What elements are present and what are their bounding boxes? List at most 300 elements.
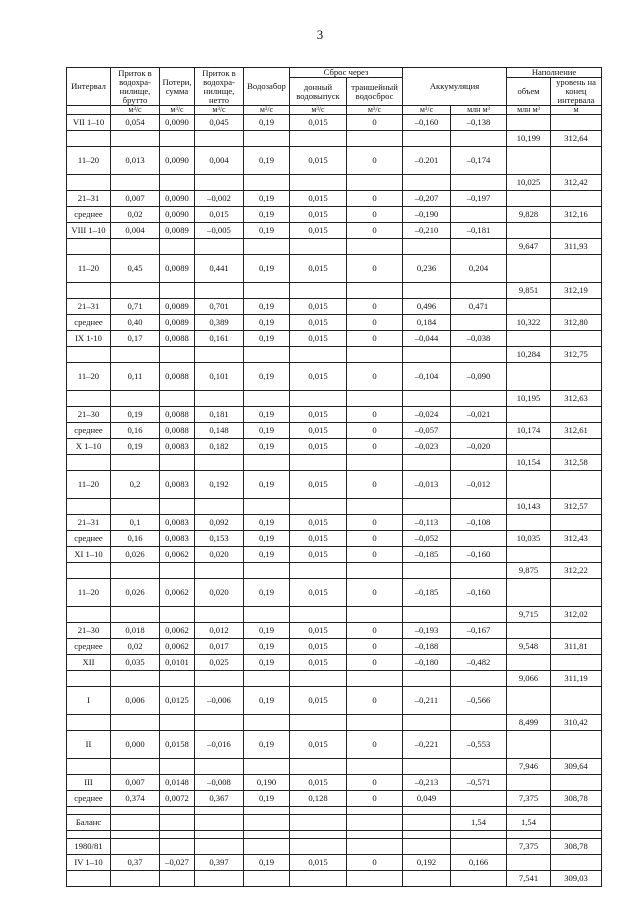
cell-accumulation-volume [451,531,507,547]
cell-trench-spillway: 0 [347,471,403,499]
cell-volume [507,547,551,563]
cell-accumulation-flow: –0,190 [403,207,451,223]
cell-inflow-net [195,759,244,775]
cell-level-end [551,623,602,639]
cell-accumulation-flow: 0,496 [403,299,451,315]
cell-interval [67,759,111,775]
table-row [67,131,602,147]
cell-losses: 0,0088 [160,407,195,423]
cell-accumulation-volume [451,423,507,439]
cell-losses [160,563,195,579]
cell-losses [160,715,195,731]
cell-accumulation-volume: 0,166 [451,855,507,871]
cell-intake: 0,19 [244,531,290,547]
cell-inflow-net: 0,397 [195,855,244,871]
cell-interval [67,871,111,887]
cell-losses [160,175,195,191]
cell-volume: 7,375 [507,839,551,855]
cell-accumulation-volume: 1,54 [451,815,507,831]
cell-intake: 0,19 [244,299,290,315]
cell-bottom-outlet: 0,015 [290,579,347,607]
cell-inflow-gross: 0,013 [111,147,160,175]
cell-level-end [551,191,602,207]
cell-volume: 10,035 [507,531,551,547]
cell-bottom-outlet [290,831,347,839]
cell-losses: 0,0090 [160,207,195,223]
cell-inflow-net: 0,101 [195,363,244,391]
cell-accumulation-volume: –0,553 [451,731,507,759]
table-row [67,731,602,759]
table-row [67,687,602,715]
header-trench-spillway: траншейный водосброс [347,78,403,106]
cell-level-end: 312,42 [551,175,602,191]
cell-volume [507,223,551,239]
cell-bottom-outlet: 0,128 [290,791,347,807]
cell-accumulation-flow [403,607,451,623]
cell-interval: 21–31 [67,515,111,531]
table-row [67,547,602,563]
cell-accumulation-flow: –0,207 [403,191,451,207]
cell-bottom-outlet: 0,015 [290,471,347,499]
cell-level-end: 309,64 [551,759,602,775]
cell-inflow-gross: 0,004 [111,223,160,239]
cell-losses: 0,0072 [160,791,195,807]
cell-inflow-net [195,607,244,623]
cell-accumulation-flow [403,807,451,815]
cell-inflow-gross [111,391,160,407]
cell-level-end: 312,16 [551,207,602,223]
cell-level-end: 312,75 [551,347,602,363]
cell-interval: IX 1-10 [67,331,111,347]
cell-intake [244,807,290,815]
cell-accumulation-volume [451,239,507,255]
cell-inflow-gross [111,239,160,255]
cell-interval [67,175,111,191]
table-row [67,255,602,283]
cell-losses [160,607,195,623]
table-row [67,471,602,499]
cell-level-end: 312,57 [551,499,602,515]
cell-losses [160,455,195,471]
cell-bottom-outlet: 0,015 [290,147,347,175]
cell-inflow-gross [111,283,160,299]
table-row [67,391,602,407]
cell-bottom-outlet: 0,015 [290,207,347,223]
cell-interval [67,131,111,147]
cell-inflow-net [195,131,244,147]
cell-level-end [551,855,602,871]
cell-inflow-gross [111,131,160,147]
cell-accumulation-volume [451,207,507,223]
cell-intake: 0,19 [244,515,290,531]
cell-trench-spillway: 0 [347,315,403,331]
cell-interval [67,715,111,731]
cell-intake: 0,19 [244,223,290,239]
cell-trench-spillway: 0 [347,791,403,807]
cell-inflow-net: 0,004 [195,147,244,175]
cell-inflow-gross: 0,035 [111,655,160,671]
cell-inflow-net [195,815,244,831]
cell-accumulation-flow: –0,044 [403,331,451,347]
cell-trench-spillway: 0 [347,639,403,655]
cell-losses: 0,0088 [160,363,195,391]
water-balance-table [66,67,602,887]
unit-volume: млн м³ [507,106,551,115]
table-row [67,499,602,515]
cell-inflow-net: 0,092 [195,515,244,531]
cell-trench-spillway: 0 [347,687,403,715]
cell-losses [160,871,195,887]
cell-accumulation-flow [403,347,451,363]
cell-trench-spillway: 0 [347,407,403,423]
cell-intake [244,131,290,147]
table-row [67,455,602,471]
cell-interval [67,455,111,471]
cell-volume [507,807,551,815]
cell-bottom-outlet [290,175,347,191]
cell-inflow-gross: 0,17 [111,331,160,347]
cell-level-end [551,147,602,175]
cell-interval: 11–20 [67,471,111,499]
cell-accumulation-flow [403,455,451,471]
cell-interval: 21–30 [67,407,111,423]
cell-accumulation-volume: –0,108 [451,515,507,531]
cell-inflow-net [195,455,244,471]
cell-intake: 0,19 [244,147,290,175]
cell-accumulation-flow [403,815,451,831]
cell-accumulation-flow: –0,023 [403,439,451,455]
table-row [67,407,602,423]
cell-level-end: 309,03 [551,871,602,887]
table-row [67,531,602,547]
cell-interval: III [67,775,111,791]
cell-trench-spillway: 0 [347,331,403,347]
cell-accumulation-volume: –0,167 [451,623,507,639]
cell-interval [67,347,111,363]
cell-inflow-net: 0,017 [195,639,244,655]
cell-trench-spillway: 0 [347,115,403,131]
cell-interval: VII 1–10 [67,115,111,131]
cell-accumulation-volume [451,871,507,887]
table-row [67,175,602,191]
table-body [67,115,602,887]
table-row [67,347,602,363]
unit-inflow-net: м³/с [195,106,244,115]
cell-inflow-net: 0,192 [195,471,244,499]
cell-level-end [551,331,602,347]
cell-trench-spillway: 0 [347,207,403,223]
cell-inflow-gross [111,839,160,855]
cell-accumulation-volume: –0,566 [451,687,507,715]
cell-interval: X 1–10 [67,439,111,455]
cell-level-end [551,471,602,499]
cell-inflow-net: 0,025 [195,655,244,671]
table-row [67,607,602,623]
cell-inflow-net: 0,441 [195,255,244,283]
cell-inflow-net [195,831,244,839]
cell-intake: 0,19 [244,331,290,347]
cell-bottom-outlet: 0,015 [290,655,347,671]
table-row [67,759,602,775]
cell-intake [244,715,290,731]
cell-losses: 0,0089 [160,255,195,283]
cell-losses: 0,0062 [160,623,195,639]
page-number: 3 [316,27,324,42]
table-row [67,831,602,839]
table-row [67,639,602,655]
cell-interval: 21–30 [67,623,111,639]
table-row [67,655,602,671]
cell-interval: VIII 1–10 [67,223,111,239]
cell-inflow-net [195,871,244,887]
cell-accumulation-volume [451,283,507,299]
cell-intake: 0,19 [244,639,290,655]
cell-interval: 11–20 [67,579,111,607]
cell-volume [507,255,551,283]
cell-trench-spillway: 0 [347,423,403,439]
cell-losses: 0,0089 [160,315,195,331]
cell-inflow-gross: 0,000 [111,731,160,759]
cell-bottom-outlet: 0,015 [290,855,347,871]
cell-accumulation-flow: –0,160 [403,115,451,131]
cell-accumulation-flow: –0,180 [403,655,451,671]
cell-inflow-gross: 0,71 [111,299,160,315]
cell-interval: 1980/81 [67,839,111,855]
cell-inflow-net [195,671,244,687]
table-row [67,363,602,391]
cell-losses [160,671,195,687]
cell-losses [160,815,195,831]
cell-accumulation-volume: –0,012 [451,471,507,499]
cell-accumulation-flow [403,391,451,407]
cell-interval [67,671,111,687]
cell-inflow-gross [111,831,160,839]
cell-bottom-outlet: 0,015 [290,223,347,239]
header-discharge-group: Сброс через [290,68,403,78]
cell-trench-spillway: 0 [347,547,403,563]
cell-inflow-net: 0,012 [195,623,244,639]
unit-accumulation-volume: млн м³ [451,106,507,115]
cell-accumulation-flow: –0,104 [403,363,451,391]
cell-interval [67,283,111,299]
table-row [67,579,602,607]
cell-inflow-net [195,347,244,363]
cell-interval: 21–31 [67,299,111,315]
cell-inflow-gross: 0,19 [111,439,160,455]
unit-losses: м³/с [160,106,195,115]
cell-inflow-net [195,807,244,815]
table-row [67,223,602,239]
cell-inflow-gross: 0,006 [111,687,160,715]
cell-volume [507,655,551,671]
cell-volume: 9,715 [507,607,551,623]
cell-volume [507,623,551,639]
cell-trench-spillway [347,715,403,731]
cell-level-end [551,831,602,839]
cell-intake [244,759,290,775]
cell-volume [507,687,551,715]
cell-volume: 8,499 [507,715,551,731]
cell-accumulation-volume [451,715,507,731]
cell-inflow-gross: 0,40 [111,315,160,331]
cell-trench-spillway [347,455,403,471]
cell-interval: 11–20 [67,255,111,283]
cell-accumulation-flow [403,671,451,687]
cell-bottom-outlet: 0,015 [290,687,347,715]
cell-accumulation-volume [451,839,507,855]
cell-trench-spillway: 0 [347,623,403,639]
cell-trench-spillway [347,239,403,255]
cell-inflow-gross [111,499,160,515]
cell-interval: I [67,687,111,715]
cell-volume: 9,647 [507,239,551,255]
cell-inflow-gross [111,607,160,623]
cell-volume [507,115,551,131]
cell-losses: 0,0090 [160,147,195,175]
cell-inflow-gross: 0,1 [111,515,160,531]
cell-trench-spillway: 0 [347,731,403,759]
cell-level-end [551,255,602,283]
cell-inflow-net: –0,016 [195,731,244,759]
cell-inflow-net [195,239,244,255]
cell-intake: 0,19 [244,423,290,439]
unit-trench-spillway: м³/с [347,106,403,115]
cell-inflow-gross [111,563,160,579]
cell-level-end [551,407,602,423]
table-row [67,147,602,175]
cell-interval: II [67,731,111,759]
cell-level-end [551,223,602,239]
cell-inflow-net [195,391,244,407]
table-row [67,671,602,687]
header-volume: объем [507,78,551,106]
cell-volume: 7,946 [507,759,551,775]
cell-level-end: 311,19 [551,671,602,687]
cell-inflow-gross: 0,054 [111,115,160,131]
cell-accumulation-flow: –0,188 [403,639,451,655]
cell-interval: среднее [67,639,111,655]
cell-volume [507,855,551,871]
cell-level-end [551,815,602,831]
cell-interval: XII [67,655,111,671]
cell-trench-spillway [347,131,403,147]
cell-intake: 0,19 [244,731,290,759]
cell-volume [507,299,551,315]
cell-level-end: 312,19 [551,283,602,299]
cell-accumulation-volume [451,131,507,147]
cell-interval [67,607,111,623]
cell-accumulation-volume: 0,204 [451,255,507,283]
cell-interval [67,499,111,515]
cell-trench-spillway: 0 [347,363,403,391]
cell-inflow-net: –0,006 [195,687,244,715]
cell-losses: 0,0083 [160,515,195,531]
cell-accumulation-volume: –0,174 [451,147,507,175]
cell-accumulation-volume [451,315,507,331]
cell-inflow-gross: 0,007 [111,191,160,207]
cell-interval: IV 1–10 [67,855,111,871]
cell-trench-spillway: 0 [347,299,403,315]
cell-interval: среднее [67,531,111,547]
cell-intake: 0,19 [244,579,290,607]
cell-losses: 0,0062 [160,547,195,563]
cell-inflow-net [195,715,244,731]
cell-intake: 0,19 [244,407,290,423]
cell-losses: 0,0062 [160,639,195,655]
cell-accumulation-flow [403,283,451,299]
cell-inflow-gross: 0,16 [111,423,160,439]
cell-trench-spillway: 0 [347,531,403,547]
cell-accumulation-volume [451,347,507,363]
cell-interval: среднее [67,315,111,331]
cell-bottom-outlet: 0,015 [290,547,347,563]
cell-intake: 0,19 [244,623,290,639]
cell-trench-spillway [347,563,403,579]
cell-accumulation-flow [403,759,451,775]
cell-trench-spillway [347,283,403,299]
table-row [67,815,602,831]
cell-inflow-net: –0,005 [195,223,244,239]
cell-trench-spillway: 0 [347,855,403,871]
cell-bottom-outlet: 0,015 [290,299,347,315]
cell-trench-spillway [347,831,403,839]
cell-accumulation-flow: –0,210 [403,223,451,239]
cell-volume: 10,199 [507,131,551,147]
cell-intake: 0,190 [244,775,290,791]
cell-volume [507,731,551,759]
cell-inflow-gross [111,455,160,471]
unit-interval [67,106,111,115]
cell-accumulation-flow [403,839,451,855]
cell-inflow-gross: 0,374 [111,791,160,807]
cell-losses [160,283,195,299]
cell-accumulation-volume [451,563,507,579]
cell-level-end [551,731,602,759]
table-row [67,855,602,871]
cell-accumulation-volume: –0,160 [451,579,507,607]
table-row [67,315,602,331]
cell-intake [244,391,290,407]
cell-level-end [551,439,602,455]
cell-accumulation-flow: –0,213 [403,775,451,791]
cell-bottom-outlet [290,807,347,815]
cell-volume [507,515,551,531]
cell-accumulation-volume: 0,471 [451,299,507,315]
cell-accumulation-volume [451,455,507,471]
cell-inflow-gross: 0,026 [111,547,160,563]
cell-level-end: 311,93 [551,239,602,255]
cell-inflow-gross: 0,02 [111,639,160,655]
table-row [67,283,602,299]
cell-bottom-outlet [290,455,347,471]
cell-volume: 10,143 [507,499,551,515]
cell-level-end [551,547,602,563]
cell-accumulation-volume [451,807,507,815]
cell-intake: 0,19 [244,207,290,223]
cell-interval: 11–20 [67,363,111,391]
cell-volume [507,191,551,207]
cell-interval: XI 1–10 [67,547,111,563]
cell-interval: Баланс [67,815,111,831]
cell-intake [244,831,290,839]
cell-level-end: 308,78 [551,839,602,855]
cell-bottom-outlet: 0,015 [290,315,347,331]
unit-intake: м³/с [244,106,290,115]
cell-losses [160,391,195,407]
cell-inflow-gross [111,815,160,831]
cell-accumulation-flow [403,715,451,731]
cell-trench-spillway [347,499,403,515]
